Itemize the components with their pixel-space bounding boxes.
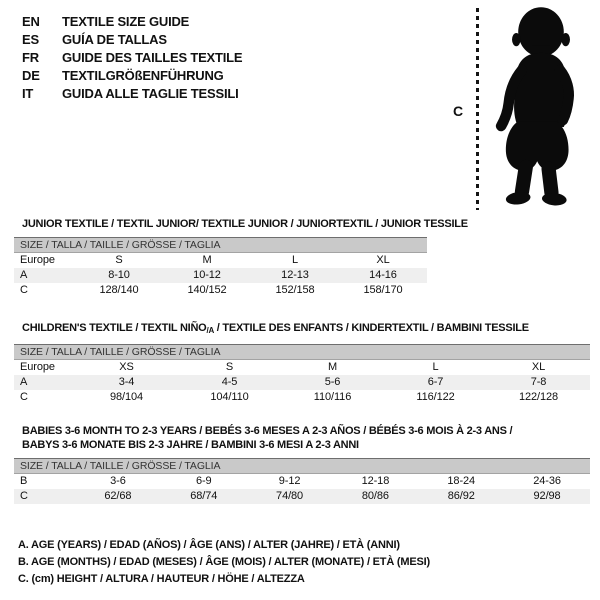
age-cell: 24-36 <box>533 475 561 487</box>
height-cell: 110/116 <box>313 391 352 403</box>
size-cell: XL <box>376 254 390 266</box>
row-label: Europe <box>20 254 55 266</box>
age-cell: 6-9 <box>195 475 212 487</box>
language-code: DE <box>22 68 40 83</box>
section-title-text: BABIES 3-6 MONTH TO 2-3 YEARS / BEBÉS 3-6 MESES A 2-3 AÑOS / BÉBÉS 3-6 MOIS À 2-3 ANS / <box>22 425 513 437</box>
age-cell: 7-8 <box>530 376 547 388</box>
age-cell: 5-6 <box>324 376 341 388</box>
size-cell: L <box>291 254 299 266</box>
size-cell: XL <box>531 361 546 373</box>
height-measure-label: C <box>453 103 464 119</box>
footnote-height: C. (cm) HEIGHT / ALTURA / HAUTEUR / HÖHE / ALTEZZA <box>18 573 305 585</box>
language-row-it <box>22 85 242 103</box>
row-label: C <box>20 391 28 403</box>
age-cell: 9-12 <box>278 475 301 487</box>
language-code: FR <box>22 50 39 65</box>
age-cell: 8-10 <box>108 269 130 281</box>
section-title-text-line2: BABYS 3-6 MONATE BIS 2-3 JAHRE / BAMBINI 3-6 MESI A 2-3 ANNI <box>22 439 359 451</box>
baby-silhouette-icon <box>484 2 598 214</box>
size-header-bar: SIZE / TALLA / TAILLE / GRÖSSE / TAGLIA <box>14 458 590 474</box>
height-cell: 80/86 <box>361 490 389 502</box>
size-header-bar: SIZE / TALLA / TAILLE / GRÖSSE / TAGLIA <box>14 237 427 253</box>
language-code: ES <box>22 32 39 47</box>
language-row-de <box>22 67 242 85</box>
section-babies-textile <box>14 424 590 504</box>
table-row-age-months <box>14 474 590 489</box>
size-cell: S <box>115 254 123 266</box>
size-table-babies <box>14 458 590 504</box>
size-table-junior <box>14 237 427 298</box>
height-cell: 98/104 <box>109 391 144 403</box>
age-cell: 12-13 <box>281 269 309 281</box>
language-row-en <box>22 13 242 31</box>
language-title: GUIDE DES TAILLES TEXTILE <box>62 50 243 65</box>
language-code: IT <box>22 86 34 101</box>
section-title-text: / TEXTILE DES ENFANTS / KINDERTEXTIL / BAMBINI TESSILE <box>213 322 529 334</box>
size-header-bar: SIZE / TALLA / TAILLE / GRÖSSE / TAGLIA <box>14 344 590 360</box>
height-cell: 140/152 <box>187 284 227 296</box>
age-cell: 3-4 <box>118 376 135 388</box>
language-row-es <box>22 31 242 49</box>
age-cell: 6-7 <box>427 376 444 388</box>
age-cell: 3-6 <box>110 475 126 487</box>
height-cell: 62/68 <box>104 490 132 502</box>
size-cell: S <box>225 361 234 373</box>
row-label: Europe <box>20 361 55 373</box>
footnote-age-months: B. AGE (MONTHS) / EDAD (MESES) / ÂGE (MOIS) / ALTER (MONATE) / ETÀ (MESI) <box>18 556 430 568</box>
row-label: B <box>20 475 28 487</box>
baby-measure-figure <box>440 0 600 220</box>
table-row-age <box>14 268 427 283</box>
measure-footnotes <box>18 537 430 588</box>
size-cell: L <box>432 361 439 373</box>
section-title <box>22 217 590 231</box>
age-cell: 14-16 <box>369 269 397 281</box>
table-row-europe <box>14 360 590 375</box>
language-title: TEXTILGRÖßENFÜHRUNG <box>62 68 224 83</box>
language-title: GUÍA DE TALLAS <box>62 32 167 47</box>
table-row-height <box>14 283 427 298</box>
height-cell: 158/170 <box>363 284 403 296</box>
height-cell: 104/110 <box>210 391 249 403</box>
table-row-age <box>14 375 590 390</box>
table-row-height <box>14 390 590 405</box>
language-title-list <box>22 13 242 103</box>
section-childrens-textile <box>14 321 590 405</box>
section-title-text: CHILDREN'S TEXTILE / TEXTIL NIÑO <box>22 322 207 334</box>
size-table-children <box>14 344 590 405</box>
section-junior-textile <box>14 217 590 298</box>
height-cell: 152/158 <box>275 284 315 296</box>
age-cell: 4-5 <box>221 376 238 388</box>
height-cell: 74/80 <box>276 490 304 502</box>
height-cell: 128/140 <box>99 284 139 296</box>
row-label: C <box>20 284 28 296</box>
table-row-europe <box>14 253 427 268</box>
language-title: TEXTILE SIZE GUIDE <box>62 14 190 29</box>
row-label: C <box>20 490 28 502</box>
section-title <box>22 424 590 452</box>
size-cell: M <box>202 254 212 266</box>
age-cell: 18-24 <box>447 475 476 487</box>
age-cell: 10-12 <box>193 269 221 281</box>
height-measure-dashed-line <box>476 8 479 210</box>
section-title <box>22 321 590 338</box>
row-label: A <box>20 269 28 281</box>
row-label: A <box>20 376 28 388</box>
height-cell: 122/128 <box>518 391 559 403</box>
height-cell: 92/98 <box>533 490 561 502</box>
section-title-subscript: /A <box>206 326 214 335</box>
height-cell: 86/92 <box>447 490 475 502</box>
section-title-text: JUNIOR TEXTILE / TEXTIL JUNIOR/ TEXTILE JUNIOR / JUNIORTEXTIL / JUNIOR TESSILE <box>22 218 468 230</box>
language-row-fr <box>22 49 242 67</box>
size-cell: M <box>327 361 338 373</box>
footnote-age-years: A. AGE (YEARS) / EDAD (AÑOS) / ÂGE (ANS) / ALTER (JAHRE) / ETÀ (ANNI) <box>18 539 400 551</box>
height-cell: 68/74 <box>190 490 218 502</box>
height-cell: 116/122 <box>416 391 455 403</box>
table-row-height <box>14 489 590 504</box>
size-cell: XS <box>119 361 134 373</box>
language-code: EN <box>22 14 40 29</box>
age-cell: 12-18 <box>361 475 390 487</box>
language-title: GUIDA ALLE TAGLIE TESSILI <box>62 86 239 101</box>
